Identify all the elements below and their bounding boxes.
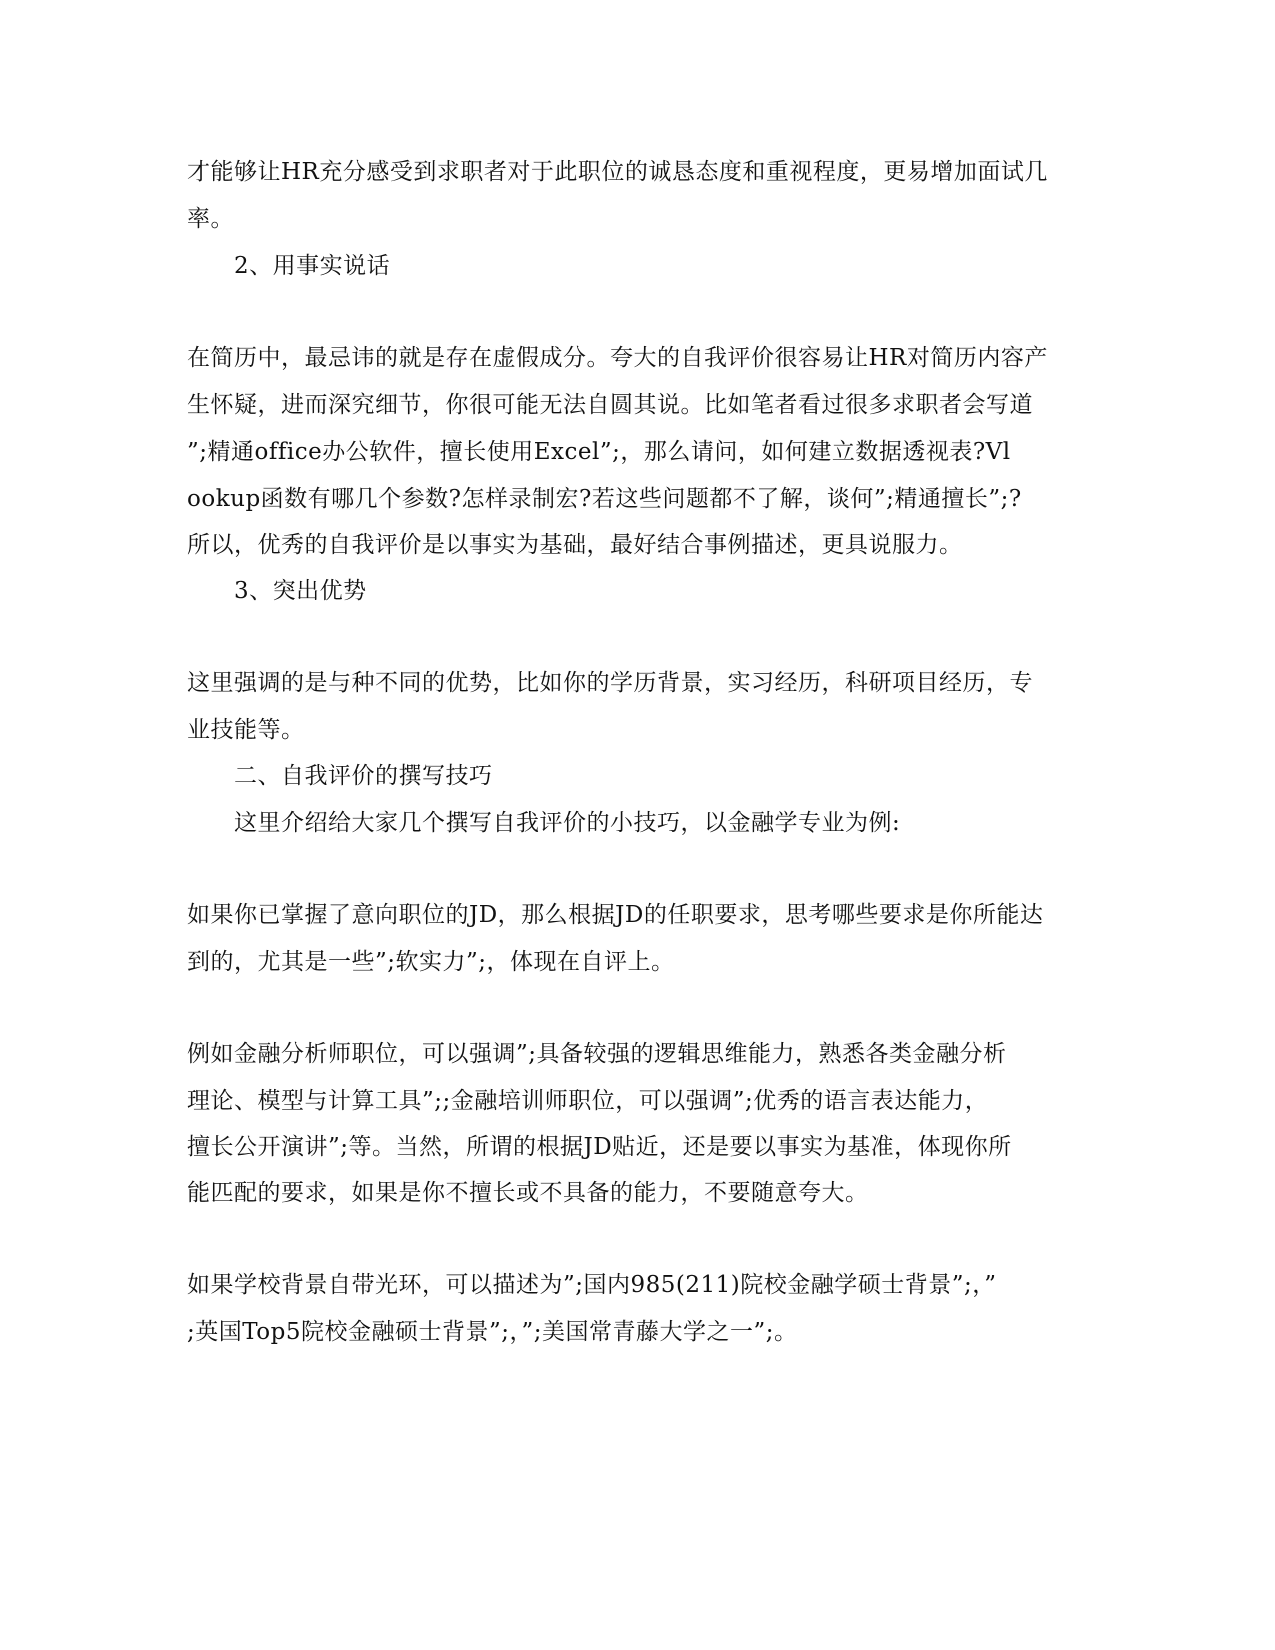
text-line: ”;精通office办公软件，擅长使用Excel”;，那么请问，如何建立数据透视表?Vl [187,439,1011,465]
text-line: 所以，优秀的自我评价是以事实为基础，最好结合事例描述，更具说服力。 [187,532,963,558]
text-line: 这里强调的是与种不同的优势，比如你的学历背景，实习经历，科研项目经历，专 [187,670,1033,696]
text-line: 如果学校背景自带光环，可以描述为”;国内985(211)院校金融学硕士背景”;，” [187,1272,997,1298]
text-line: 擅长公开演讲”;等。当然，所谓的根据JD贴近，还是要以事实为基准，体现你所 [187,1134,1012,1160]
text-line: 理论、模型与计算工具”;;金融培训师职位，可以强调”;优秀的语言表达能力， [187,1088,989,1114]
text-line: 如果你已掌握了意向职位的JD，那么根据JD的任职要求，思考哪些要求是你所能达 [187,902,1044,928]
section-heading: 3、突出优势 [234,578,367,604]
text-line: ookup函数有哪几个参数?怎样录制宏?若这些问题都不了解，谈何”;精通擅长”;? [187,486,1022,512]
section-heading: 2、用事实说话 [234,253,391,279]
text-line: 率。 [187,206,234,232]
text-line: 到的，尤其是一些”;软实力”;，体现在自评上。 [187,949,675,975]
text-line: 生怀疑，进而深究细节，你很可能无法自圆其说。比如笔者看过很多求职者会写道 [187,392,1033,418]
text-line: 才能够让HR充分感受到求职者对于此职位的诚恳态度和重视程度，更易增加面试几 [187,159,1048,185]
text-line: 例如金融分析师职位，可以强调”;具备较强的逻辑思维能力，熟悉各类金融分析 [187,1041,1007,1067]
text-line: 在简历中，最忌讳的就是存在虚假成分。夸大的自我评价很容易让HR对简历内容产 [187,345,1048,371]
text-line: 这里介绍给大家几个撰写自我评价的小技巧，以金融学专业为例: [234,810,901,836]
text-line: 业技能等。 [187,717,305,743]
text-line: 能匹配的要求，如果是你不擅长或不具备的能力，不要随意夸大。 [187,1180,869,1206]
text-line: ;英国Top5院校金融硕士背景”;，”;美国常青藤大学之一”;。 [187,1319,798,1345]
section-heading: 二、自我评价的撰写技巧 [234,763,493,789]
